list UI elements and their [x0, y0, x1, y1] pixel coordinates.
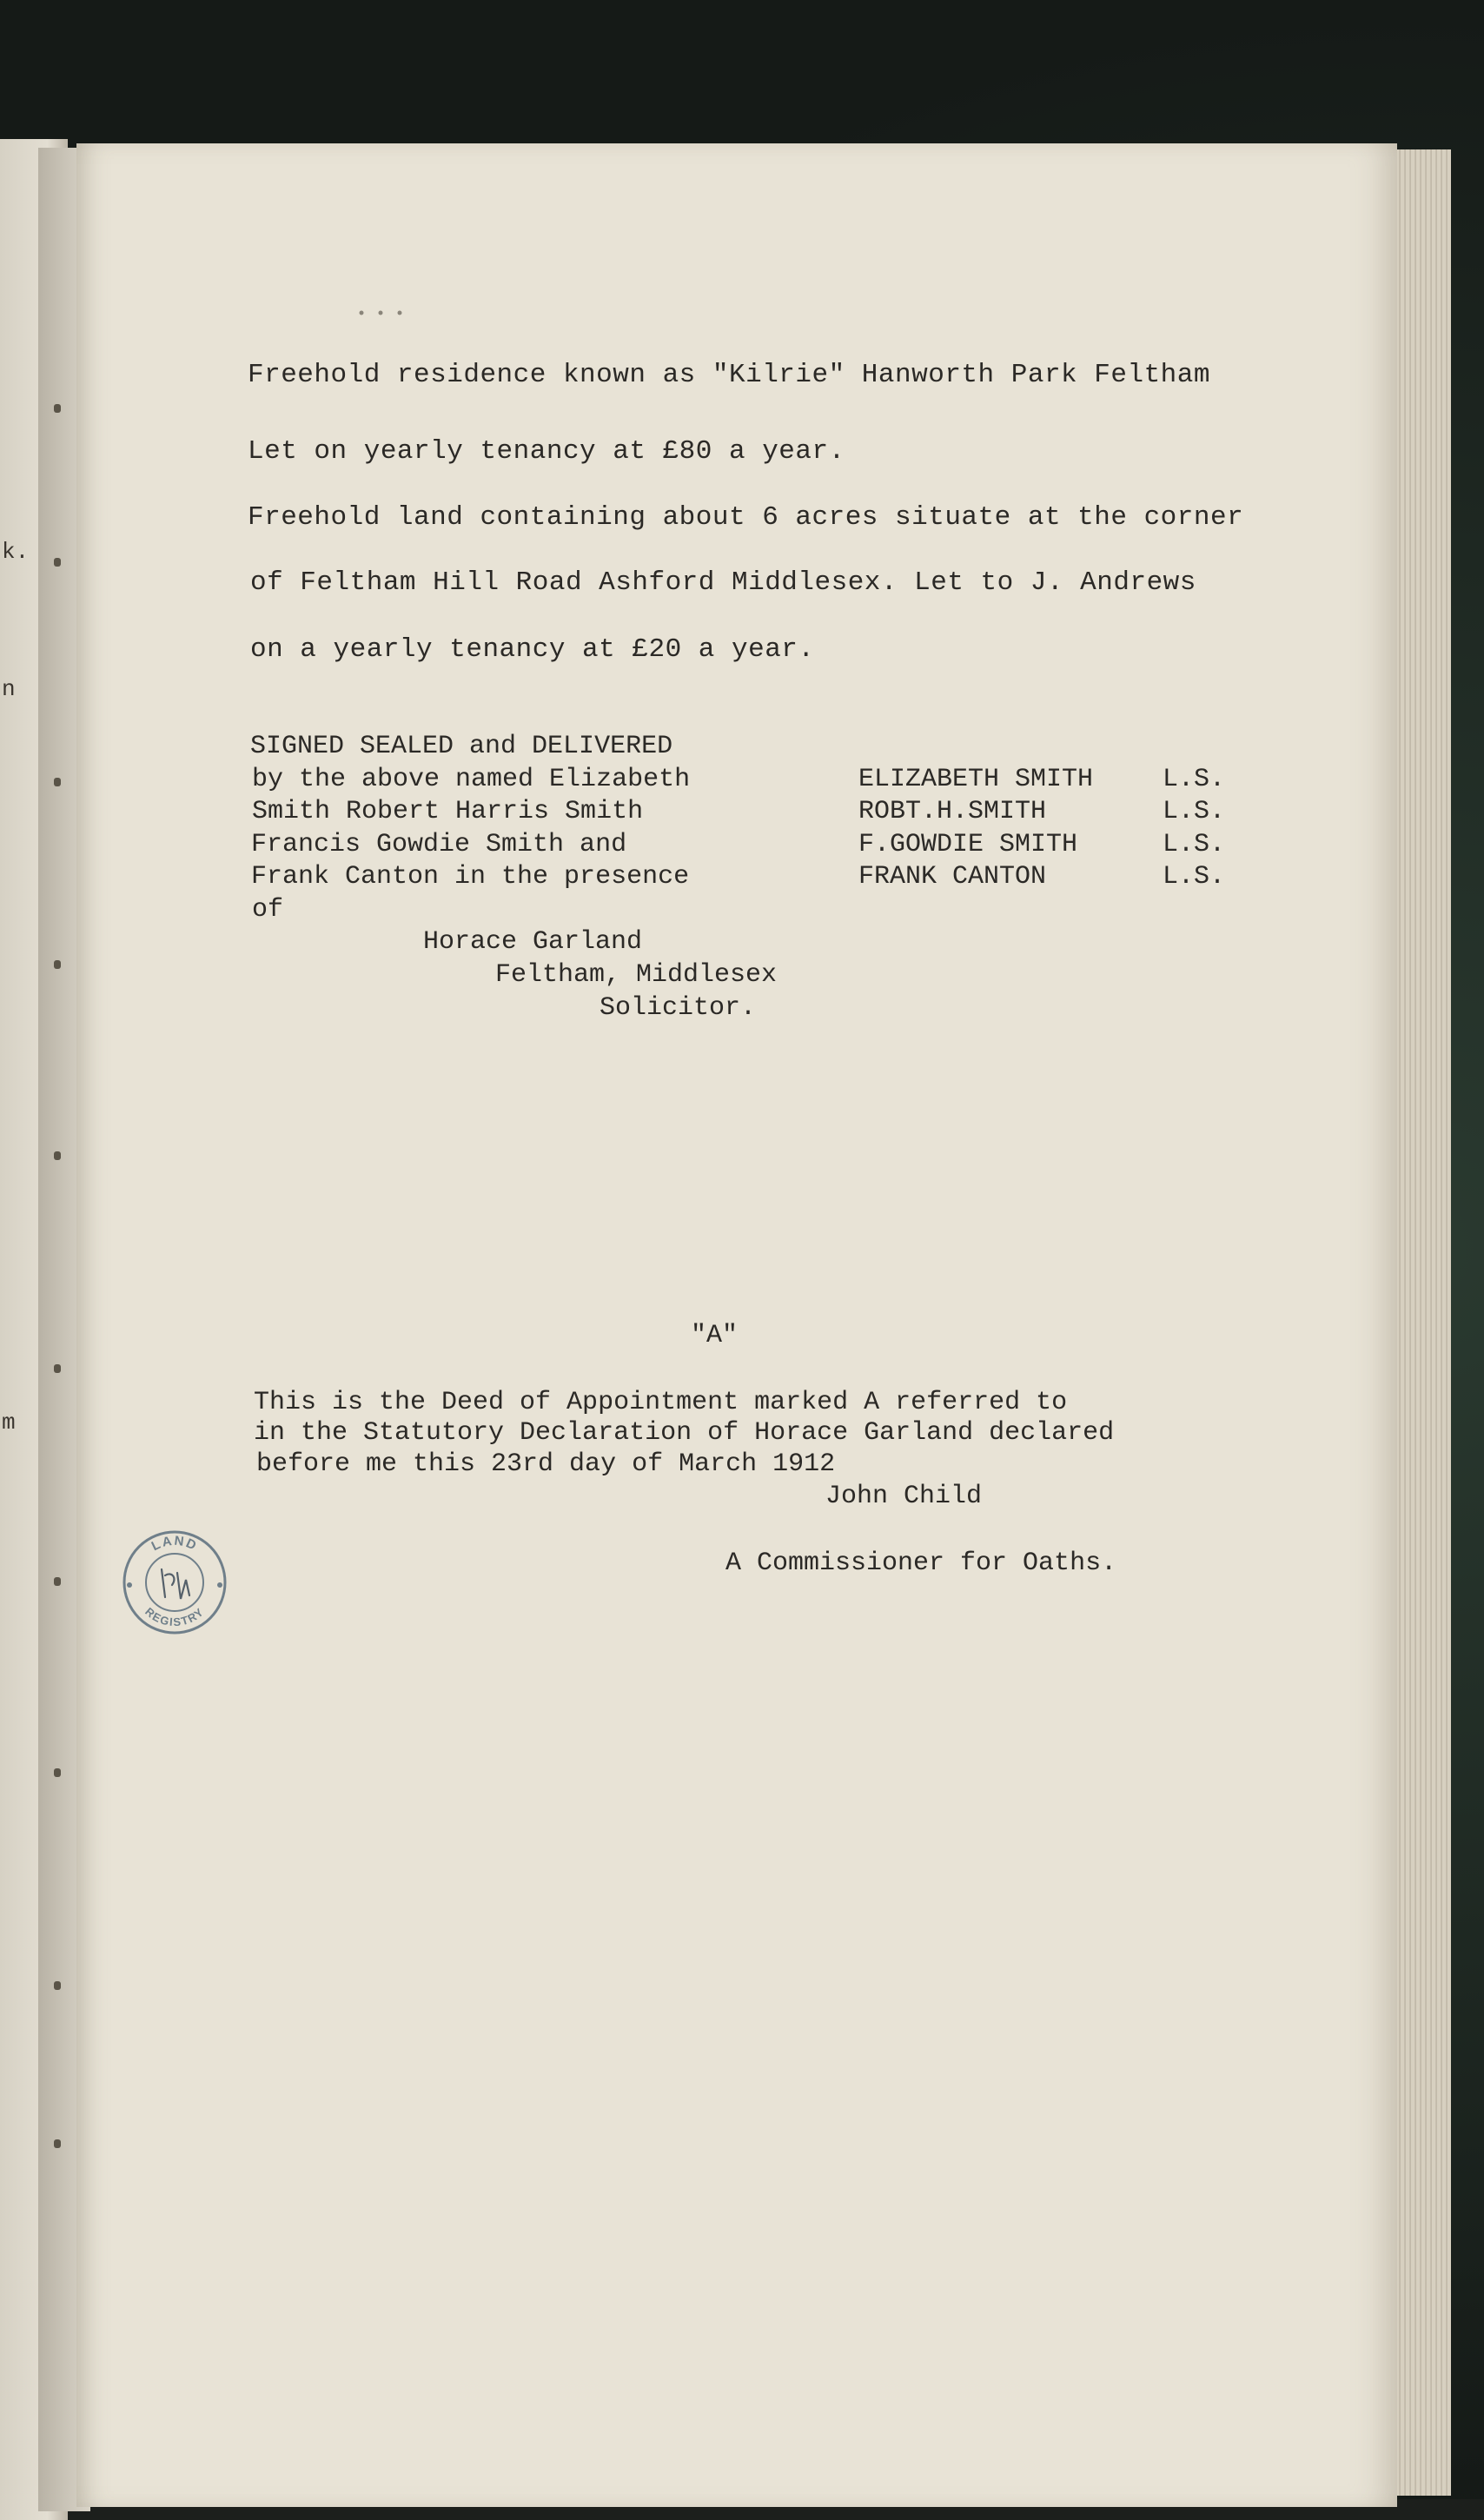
stamp-bottom-text: REGISTRY: [142, 1604, 207, 1629]
commissioner-title: A Commissioner for Oaths.: [725, 1548, 1117, 1578]
binding-hole: [54, 1364, 61, 1373]
binding-hole: [54, 1981, 61, 1990]
binding-hole: [54, 1768, 61, 1777]
attestation-line: Francis Gowdie Smith and: [251, 830, 627, 859]
binding-hole: [54, 558, 61, 567]
witness-place: Feltham, Middlesex: [495, 960, 778, 990]
land-registry-stamp: [120, 1528, 229, 1637]
exhibit-line: before me this 23rd day of March 1912: [256, 1449, 836, 1479]
attestation-line: of: [252, 895, 284, 925]
exhibit-line: This is the Deed of Appointment marked A referred to: [254, 1388, 1068, 1417]
page-edges: [1390, 149, 1451, 2496]
attestation-line: by the above named Elizabeth: [252, 765, 691, 794]
ink-specks: [358, 308, 410, 318]
witness-role: Solicitor.: [600, 993, 757, 1023]
seal-mark: L.S.: [1163, 797, 1226, 826]
attestation-line: Smith Robert Harris Smith: [252, 797, 644, 826]
binding-hole: [54, 960, 61, 969]
attestation-line: SIGNED SEALED and DELIVERED: [250, 732, 673, 761]
prev-page-fragment: k.: [2, 539, 30, 565]
prev-page-fragment: m: [2, 1409, 16, 1436]
property-line: on a yearly tenancy at £20 a year.: [250, 634, 815, 665]
property-line: of Feltham Hill Road Ashford Middlesex. Let to J. Andrews: [250, 567, 1196, 598]
signatory-name: FRANK CANTON: [858, 862, 1047, 892]
prev-page-fragment: n: [2, 676, 16, 702]
signatory-name: F.GOWDIE SMITH: [858, 830, 1078, 859]
witness-name: Horace Garland: [423, 927, 643, 957]
commissioner-name: John Child: [825, 1482, 983, 1511]
property-line: Freehold residence known as "Kilrie" Hanworth Park Feltham: [248, 360, 1210, 390]
binding-hole: [54, 2139, 61, 2148]
binding-hole: [54, 778, 61, 786]
binding-hole: [54, 1151, 61, 1160]
svg-text:REGISTRY: [142, 1605, 207, 1628]
exhibit-mark: "A": [691, 1321, 739, 1350]
seal-mark: L.S.: [1163, 862, 1226, 892]
binding-hole: [54, 404, 61, 413]
property-line: Let on yearly tenancy at £80 a year.: [248, 436, 845, 467]
attestation-line: Frank Canton in the presence: [251, 862, 690, 892]
stamp-top-text: LAND: [149, 1533, 201, 1555]
property-line: Freehold land containing about 6 acres situate at the corner: [248, 502, 1244, 533]
signatory-name: ROBT.H.SMITH: [858, 797, 1047, 826]
binding-hole: [54, 1577, 61, 1586]
exhibit-line: in the Statutory Declaration of Horace Garland declared: [254, 1418, 1115, 1448]
signatory-name: ELIZABETH SMITH: [858, 765, 1094, 794]
seal-mark: L.S.: [1163, 765, 1226, 794]
seal-mark: L.S.: [1163, 830, 1226, 859]
